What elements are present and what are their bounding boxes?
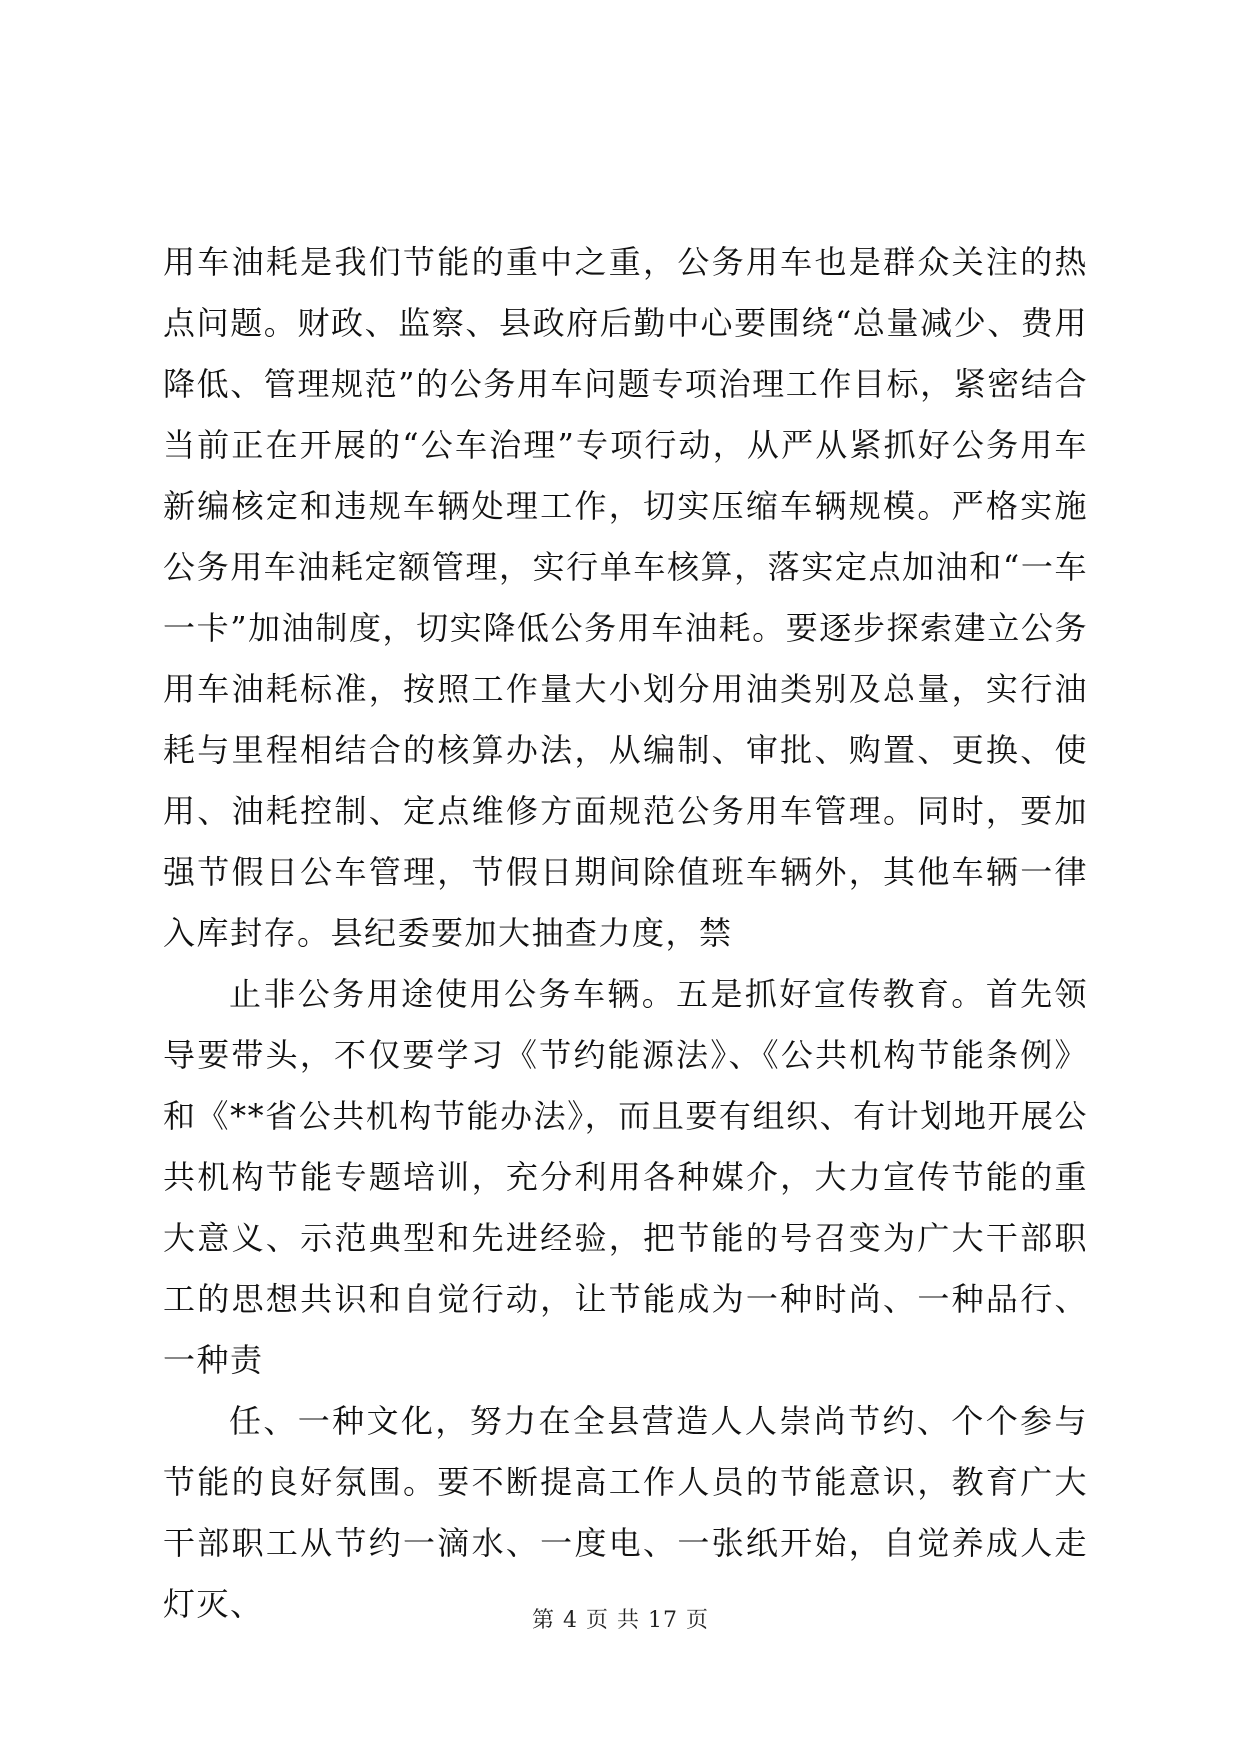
page-footer: 第 4 页 共 17 页: [532, 1608, 709, 1633]
paragraph-3: 任、一种文化，努力在全县营造人人崇尚节约、个个参与节能的良好氛围。要不断提高工作人员的节能意识，教育广大干部职工从节约一滴水、一度电、一张纸开始，自觉养成人走灯灭、: [163, 1402, 1088, 1623]
paragraph-2: 止非公务用途使用公务车辆。五是抓好宣传教育。首先领导要带头，不仅要学习《节约能源法》、《公共机构节能条例》和《**省公共机构节能办法》，而且要有组织、有计划地开展公共机构节能专题培训，充分利用各种媒介，大力宣传节能的重大意义、示范典型和先进经验，把节能的号召变为广大干部职工的思想共识和自觉行动，让节能成为一种时尚、一种品行、一种责: [163, 975, 1088, 1379]
paragraph-1: 用车油耗是我们节能的重中之重，公务用车也是群众关注的热点问题。财政、监察、县政府后勤中心要围绕“总量减少、费用降低、管理规范”的公务用车问题专项治理工作目标，紧密结合当前正在开展的“公车治理”专项行动，从严从紧抓好公务用车新编核定和违规车辆处理工作，切实压缩车辆规模。严格实施公务用车油耗定额管理，实行单车核算，落实定点加油和“一车一卡”加油制度，切实降低公务用车油耗。要逐步探索建立公务用车油耗标准，按照工作量大小划分用油类别及总量，实行油耗与里程相结合的核算办法，从编制、审批、购置、更换、使用、油耗控制、定点维修方面规范公务用车管理。同时，要加强节假日公车管理，节假日期间除值班车辆外，其他车辆一律入库封存。县纪委要加大抽查力度，禁: [163, 243, 1088, 952]
body-text: [163, 232, 1088, 1635]
